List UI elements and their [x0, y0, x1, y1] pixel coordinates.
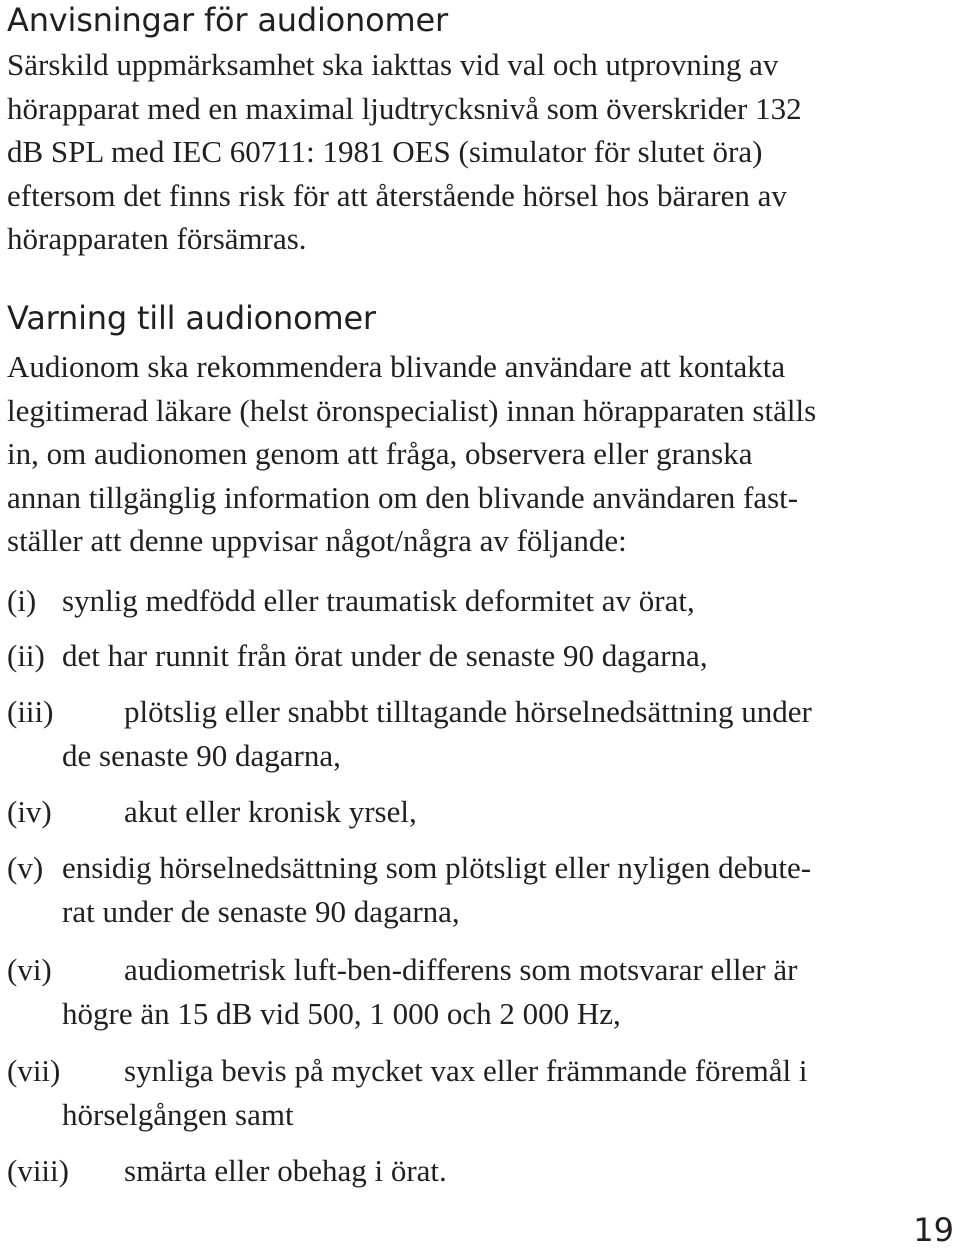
- paragraph-line: annan tillgänglig information om den blivande användaren fast-: [7, 479, 799, 515]
- list-item: [7, 1149, 957, 1193]
- paragraph-line: hörapparat med en maximal ljudtrycksnivå som överskrider 132: [7, 90, 802, 126]
- paragraph-line: ställer att denne uppvisar något/några av följande:: [7, 523, 627, 558]
- list-item-text: hörselgången samt: [62, 1096, 294, 1132]
- list-marker: (ii): [7, 638, 45, 673]
- list-item: [7, 1049, 957, 1136]
- list-item: [7, 948, 957, 1035]
- list-item: [7, 634, 957, 678]
- section-heading-warning: Varning till audionomer: [7, 299, 376, 337]
- list-item: [7, 690, 957, 777]
- paragraph-line: dB SPL med IEC 60711: 1981 OES (simulator för slutet öra): [7, 134, 763, 169]
- list-marker: (i): [7, 583, 37, 618]
- list-marker: (v): [7, 850, 44, 885]
- list-item-text: akut eller kronisk yrsel,: [124, 794, 417, 829]
- paragraph-line: hörapparaten försämras.: [7, 221, 307, 256]
- list-item-text: smärta eller obehag i örat.: [124, 1153, 447, 1188]
- list-marker: (vi): [7, 952, 52, 987]
- instructions-paragraph: [7, 43, 907, 261]
- list-item-text: audiometrisk luft-ben-differens som motsvarar eller är: [124, 952, 798, 987]
- page-number: 19: [913, 1211, 954, 1249]
- paragraph-line: eftersom det finns risk för att återstående hörsel hos bäraren av: [7, 177, 787, 213]
- warning-paragraph: [7, 345, 907, 563]
- list-item-text: plötslig eller snabbt tilltagande hörselnedsättning under: [124, 694, 812, 729]
- list-marker: (viii): [7, 1153, 69, 1188]
- list-item: [7, 790, 957, 834]
- list-item-text: synliga bevis på mycket vax eller främmande föremål i: [124, 1053, 808, 1088]
- list-marker: (iv): [7, 794, 52, 829]
- list-item-text: rat under de senaste 90 dagarna,: [62, 893, 460, 929]
- paragraph-line: Särskild uppmärksamhet ska iakttas vid val och utprovning av: [7, 47, 779, 82]
- list-item-text: de senaste 90 dagarna,: [62, 737, 341, 773]
- section-heading-instructions: Anvisningar för audionomer: [7, 1, 448, 39]
- paragraph-line: in, om audionomen genom att fråga, observera eller granska: [7, 436, 753, 471]
- list-item-text: högre än 15 dB vid 500, 1 000 och 2 000 Hz,: [62, 995, 621, 1031]
- list-marker: (vii): [7, 1053, 61, 1088]
- list-item-text: synlig medfödd eller traumatisk deformitet av örat,: [62, 583, 695, 618]
- list-item: [7, 846, 957, 933]
- list-item: [7, 579, 957, 623]
- list-item-text: ensidig hörselnedsättning som plötsligt eller nyligen debute-: [62, 850, 812, 885]
- list-item-text: det har runnit från örat under de senaste 90 dagarna,: [62, 638, 708, 673]
- paragraph-line: Audionom ska rekommendera blivande användare att kontakta: [7, 349, 786, 384]
- list-marker: (iii): [7, 694, 54, 729]
- paragraph-line: legitimerad läkare (helst öronspecialist) innan hörapparaten ställs: [7, 392, 817, 428]
